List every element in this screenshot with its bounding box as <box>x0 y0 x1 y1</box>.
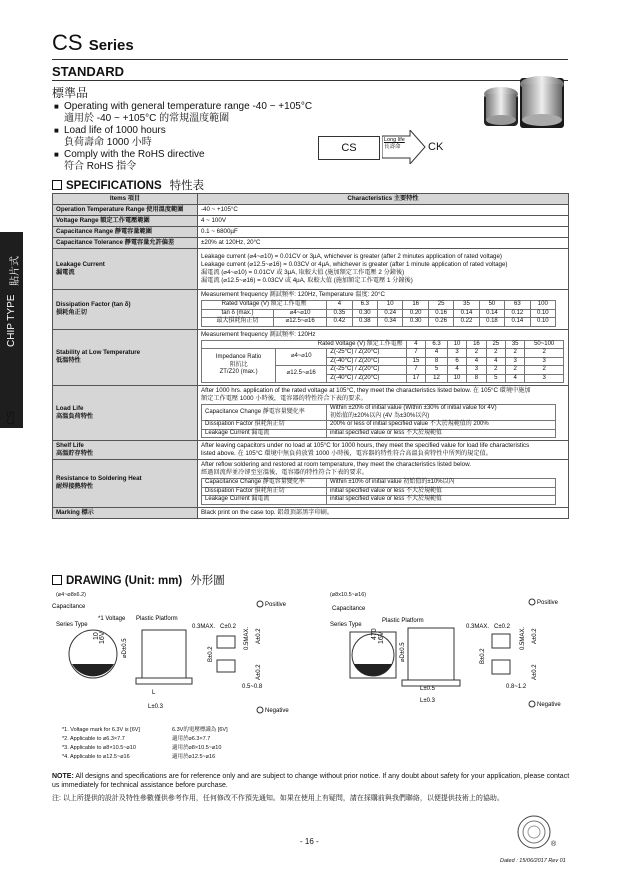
tan-value: 0.10 <box>530 309 555 318</box>
dim-width: 0.5~0.8 <box>242 684 263 690</box>
criteria-key: Leakage Current 漏電流 <box>202 429 327 438</box>
feature-cn: 適用於 -40 ~ +105°C 的常規溫度範圍 <box>64 113 230 124</box>
size-cell: ⌀4~⌀10 <box>274 309 327 318</box>
tan-value: 0.14 <box>505 318 530 327</box>
row-value <box>198 249 569 290</box>
feature-en: Operating with general temperature range -40 ~ +105°C <box>64 101 313 112</box>
imp-value: 2 <box>486 349 505 358</box>
footnote-cn: 適用於⌀8×10.5~⌀10 <box>172 745 222 751</box>
negative-mark-icon <box>72 664 114 676</box>
voltage-cell: 50~100 <box>525 340 564 349</box>
tan-value: 0.24 <box>378 309 403 318</box>
voltage-cell: 16 <box>467 340 486 349</box>
voltage-cell: 63 <box>505 301 530 310</box>
label-series-type: Series Type <box>330 622 362 628</box>
side-tab-series <box>0 395 23 431</box>
leakage-line: 漏電流 (⌀12.5~⌀16) = 0.03CV 或 4µA, 取較大值 (施加額定工作電壓 1 分鐘後) <box>201 277 413 284</box>
row-label <box>53 386 198 441</box>
imp-value: 2 <box>486 366 505 375</box>
voltage-cell: 50 <box>479 301 504 310</box>
dim-b: B±0.2 <box>208 646 214 662</box>
row-value: -40 ~ +105°C <box>198 205 569 216</box>
solder-row <box>53 460 569 508</box>
imp-value: 4 <box>486 357 505 366</box>
row-value: 4 ~ 100V <box>198 216 569 227</box>
volt-mark: 16V <box>99 631 106 644</box>
criteria-value-cn: 初始值的±20%以內 (4V 為±30%以內) <box>330 412 430 419</box>
drawing-left <box>52 598 302 720</box>
note-cn: 以上所提供的設計及特性參數僅供參考作用，任何修改不作預先通知。如果在使用上有疑問，請在採購前與我們聯絡，以便提供技術上的協助。 <box>62 795 504 802</box>
label-cn: 耐焊接熱特性 <box>56 483 94 491</box>
impedance-label <box>202 349 276 383</box>
tan-value: 0.34 <box>378 318 403 327</box>
volt-mark: 16V <box>378 631 385 644</box>
voltage-cell: 25 <box>486 340 505 349</box>
criteria-key: Capacitance Change 靜電容量變化率 <box>202 479 327 488</box>
tan-table <box>201 300 556 327</box>
row-value <box>198 441 569 460</box>
criteria-key: Dissipation Factor 損耗角正切 <box>202 487 327 496</box>
series-word: Series <box>88 37 134 54</box>
imp-value: 10 <box>447 374 466 383</box>
pad-top <box>217 636 235 648</box>
measure-text: Measurement frequency 測試頻率: 120Hz <box>201 330 316 338</box>
cond-cell: Z(-40°C) / Z(20°C) <box>327 374 407 383</box>
measure-text: Measurement frequency 測試頻率: 120Hz, Temperature 溫度: 20°C <box>201 291 385 298</box>
footnote-cn: 6.3V的電壓標識為 [6V] <box>172 727 228 733</box>
dim-d: ⌀D±0.5 <box>122 638 128 658</box>
positive-icon <box>257 601 263 607</box>
row-label <box>53 441 198 460</box>
criteria-key: Dissipation Factor 損耗角正切 <box>202 421 327 430</box>
size-cell: ⌀12.5~⌀16 <box>274 318 327 327</box>
imp-value: 4 <box>426 349 448 358</box>
label-en: Stability at Low Temperature <box>56 349 141 357</box>
note-label: NOTE: <box>52 773 74 780</box>
feature-list <box>54 101 314 173</box>
label-en: Dissipation Factor (tan δ) <box>56 301 131 309</box>
label-cn: 低溫特性 <box>56 357 81 365</box>
note-en: All designs and specifications are for reference only and are subject to change without prior notice. If any doubt about safety for your application, please contact us immediately for technical assistance before purchase. <box>52 773 570 789</box>
imp-label-1: Impedance Ratio <box>215 354 262 361</box>
spec-title-cn: 特性表 <box>169 180 205 192</box>
dim-a-bottom: A±0.2 <box>256 664 262 680</box>
label-cn: 高溫貯存特性 <box>56 450 94 457</box>
row-value <box>198 386 569 441</box>
criteria-key: Leakage Current 漏電流 <box>202 496 327 505</box>
tan-value: 0.16 <box>428 309 453 318</box>
title-rule <box>52 59 568 60</box>
imp-value: 6 <box>447 357 466 366</box>
rated-voltage-label: Rated Voltage (V) 額定工作電壓 <box>202 340 407 349</box>
table-row <box>53 216 569 227</box>
imp-value: 8 <box>467 374 486 383</box>
imp-value: 5 <box>426 366 448 375</box>
impedance-table <box>201 340 564 384</box>
voltage-cell: 25 <box>428 301 453 310</box>
drawing-section-title <box>52 572 225 588</box>
cond-cell: Z(-40°C) / Z(20°C) <box>327 357 407 366</box>
footnote-en: *3. Applicable to ⌀8×10.5~⌀10 <box>62 745 136 751</box>
voltage-cell: 10 <box>447 340 466 349</box>
criteria-key: Capacitance Change 靜電容量變化率 <box>202 405 327 421</box>
footnote-en: *4. Applicable to ⌀12.5~⌀16 <box>62 754 130 760</box>
imp-value: 4 <box>506 374 525 383</box>
voltage-cell: 6.3 <box>426 340 448 349</box>
standard-label: STANDARD <box>52 64 124 79</box>
criteria-value: initial specified value or less 不大於規範值 <box>327 496 556 505</box>
feature-en: Comply with the RoHS directive <box>64 149 205 160</box>
dim-a-top: A±0.2 <box>256 628 262 644</box>
row-value <box>198 290 569 330</box>
dim-l: L <box>152 690 156 696</box>
row-value: ±20% at 120Hz, 20°C <box>198 238 569 249</box>
label-cn: 損耗角正切 <box>56 309 87 317</box>
imp-value: 8 <box>426 357 448 366</box>
pad-bottom <box>492 660 510 674</box>
size-cell: ⌀12.5~⌀16 <box>276 366 327 383</box>
coil-logo <box>512 812 560 852</box>
tan-value: 0.38 <box>352 318 377 327</box>
row-label: Voltage Range 額定工作電壓範圍 <box>53 216 198 227</box>
pad-top <box>492 634 510 648</box>
leakage-line: Leakage current (⌀12.5~⌀16) = 0.03CV or 4µA, whichever is greater (after 1 minute application of rated voltage) <box>201 261 508 268</box>
dim-c: C±0.2 <box>494 624 510 630</box>
voltage-cell: 10 <box>378 301 403 310</box>
imp-value: 7 <box>406 349 425 358</box>
drawing-left-note: (⌀4~⌀8x6.2) <box>56 592 87 598</box>
label-en: Shelf Life <box>56 442 84 449</box>
leakage-line: Leakage current (⌀4~⌀10) = 0.01CV or 3µA, whichever is greater (after 2 minutes application of rated voltage) <box>201 253 502 260</box>
label-plastic: Plastic Platform <box>136 616 178 622</box>
cap-code-mark: 470 <box>371 628 378 640</box>
voltage-cell: 16 <box>403 301 428 310</box>
criteria-value: Within ±10% of initial value 初始值的±10%以內 <box>327 479 556 488</box>
positive-icon <box>529 599 535 605</box>
imp-value: 5 <box>486 374 505 383</box>
imp-value: 3 <box>506 357 525 366</box>
plastic-platform <box>136 678 192 684</box>
label-cn: 高溫負荷特性 <box>56 413 94 420</box>
footnote-en: *2. Applicable to ⌀6.3×7.7 <box>62 736 125 742</box>
negative-icon <box>529 701 535 707</box>
shelf-life-row <box>53 441 569 460</box>
label-negative: Negative <box>537 702 561 708</box>
leakage-row <box>53 249 569 290</box>
pad-bottom <box>217 660 235 672</box>
drawing-right-note: (⌀8x10.5~⌀16) <box>330 592 367 598</box>
row-label <box>53 290 198 330</box>
voltage-cell: 35 <box>454 301 479 310</box>
table-row <box>53 238 569 249</box>
dated-text: Dated : 15/06/2017 Rev 01 <box>500 858 566 864</box>
cond-cell: Z(-25°C) / Z(20°C) <box>327 349 407 358</box>
label-capacitance: Capacitance <box>332 606 366 612</box>
label-en: Leakage Current <box>56 261 105 268</box>
checkbox-icon <box>52 180 62 190</box>
imp-value: 7 <box>406 366 425 375</box>
criteria-value: 200% or less of initial specified value 不大於規範值的 200% <box>327 421 556 430</box>
imp-value: 2 <box>506 349 525 358</box>
row-value <box>198 460 569 508</box>
label-negative: Negative <box>265 708 289 714</box>
row-label: Capacitance Tolerance 靜電容量允許偏差 <box>53 238 198 249</box>
voltage-cell: 4 <box>406 340 425 349</box>
spec-table <box>52 193 569 519</box>
label-positive: Positive <box>537 600 559 606</box>
arrow-en: Long life <box>384 137 405 143</box>
voltage-cell: 6.3 <box>352 301 377 310</box>
cap-code-mark: 10 <box>93 632 100 640</box>
voltage-cell: 4 <box>327 301 352 310</box>
dim-05max: 0.5MAX. <box>520 626 526 650</box>
dim-width: 0.8~1.2 <box>506 684 527 690</box>
imp-value: 4 <box>467 357 486 366</box>
imp-value: 2 <box>525 349 564 358</box>
drawing-title: DRAWING (Unit: mm) <box>66 575 183 587</box>
solder-text: 經過回流焊並冷卻至室溫後，電容器的特性符合下表的要求。 <box>201 469 369 476</box>
row-value: 0.1 ~ 6800µF <box>198 227 569 238</box>
imp-value: 17 <box>406 374 425 383</box>
label-cn: 漏電流 <box>56 269 75 276</box>
footnote-cn: 適用於⌀6.3×7.7 <box>172 736 211 742</box>
table-row <box>53 227 569 238</box>
tan-value: 0.10 <box>530 318 555 327</box>
footnotes-en <box>62 726 140 762</box>
label-voltage: *1 Voltage <box>98 616 126 622</box>
label-plastic: Plastic Platform <box>382 618 424 624</box>
feature-cn: 符合 RoHS 指令 <box>64 161 137 172</box>
row-label: Capacitance Range 靜電容量範圍 <box>53 227 198 238</box>
side-tab-chip-cn: 貼片式 <box>10 256 21 286</box>
dim-b: B±0.2 <box>480 648 486 664</box>
shelf-text: listed above. 在 105°C 環境中無負荷放置 1000 小時後，電容器的特性符合高溫負荷特性中所列的規定值。 <box>201 450 492 457</box>
label-en: Load Life <box>56 405 84 412</box>
voltage-cell: 35 <box>506 340 525 349</box>
arrow-cn: 長壽命 <box>384 144 401 150</box>
imp-label-3: ZT/Z20 (max.) <box>219 369 258 376</box>
imp-value: 2 <box>467 349 486 358</box>
dim-d: ⌀D±0.5 <box>400 642 406 662</box>
tan-value: 0.12 <box>505 309 530 318</box>
dim-a-top: A±0.2 <box>532 628 538 644</box>
criteria-value: initial specified value or less 不大於規範值 <box>327 429 556 438</box>
footnote-cn: 適用於⌀12.5~⌀16 <box>172 754 216 760</box>
row-label <box>53 460 198 508</box>
imp-value: 3 <box>525 374 564 383</box>
tan-value: 0.30 <box>352 309 377 318</box>
label-series-type: Series Type <box>56 622 88 628</box>
imp-value: 15 <box>406 357 425 366</box>
criteria-value: initial specified value or less 不大於規範值 <box>327 487 556 496</box>
tan-value: 0.22 <box>454 318 479 327</box>
dim-03max: 0.3MAX. <box>192 624 216 630</box>
rated-voltage-label: Rated Voltage (V) 額定工作電壓 <box>202 301 327 310</box>
checkbox-icon <box>52 575 62 585</box>
load-life-table <box>201 404 556 438</box>
label-capacitance: Capacitance <box>52 604 86 610</box>
imp-value: 3 <box>467 366 486 375</box>
footnotes-cn <box>172 726 228 762</box>
dim-l03: L±0.3 <box>148 704 163 710</box>
criteria-value-en: Within ±20% of initial value (Within ±30% of initial value for 4V) <box>330 405 497 411</box>
row-label <box>53 249 198 290</box>
row-value <box>198 329 569 386</box>
bullet-icon: ■ <box>54 150 59 159</box>
tan-value: 0.30 <box>403 318 428 327</box>
footer-note <box>52 772 572 803</box>
dim-l03: L±0.3 <box>420 698 435 704</box>
lineage-to: CK <box>428 141 444 153</box>
imp-value: 3 <box>525 357 564 366</box>
tan-value: 0.42 <box>327 318 352 327</box>
capacitor-photo <box>476 76 572 138</box>
tan-value: 0.20 <box>403 309 428 318</box>
imp-value: 2 <box>506 366 525 375</box>
solder-text: After reflow soldering and restored at room temperature, they meet the characteristics listed below. <box>201 461 471 468</box>
imp-label-2: 阻抗比 <box>229 361 248 368</box>
feature-en: Load life of 1000 hours <box>64 125 166 136</box>
spec-section-title <box>52 177 204 193</box>
tan-value: 0.18 <box>479 318 504 327</box>
series-title <box>52 30 134 59</box>
drawing-right <box>330 598 570 720</box>
negative-icon <box>257 707 263 713</box>
size-cell: ⌀4~⌀10 <box>276 349 327 366</box>
series-code: CS <box>52 30 83 55</box>
load-text: 額定工作電壓 1000 小時後，電容器的特性符合下表的要求。 <box>201 395 367 402</box>
header-items: Items 項目 <box>53 194 198 205</box>
row-label <box>53 329 198 386</box>
dim-l: L±0.5 <box>420 686 435 692</box>
header-characteristics: Characteristics 主要特性 <box>198 194 569 205</box>
dissipation-row <box>53 290 569 330</box>
low-temp-row <box>53 329 569 386</box>
standard-cn: 標準品 <box>52 86 89 100</box>
load-life-row <box>53 386 569 441</box>
criteria-value <box>327 405 556 421</box>
imp-value: 3 <box>447 349 466 358</box>
cap-side-view <box>142 630 186 678</box>
dim-a-bottom: A±0.2 <box>532 664 538 680</box>
label-en: Resistance to Soldering Heat <box>56 475 142 483</box>
lineage-from: CS <box>318 136 380 160</box>
leakage-line: 漏電流 (⌀4~⌀10) = 0.01CV 或 3µA, 取較大值 (施加額定工作電壓 2 分鐘後) <box>201 269 405 276</box>
table-header-row <box>53 194 569 205</box>
spec-title: SPECIFICATIONS <box>66 180 162 192</box>
dim-c: C±0.2 <box>220 624 236 630</box>
label-positive: Positive <box>265 602 287 608</box>
cap-side-view <box>408 628 454 680</box>
lineage-arrow-label <box>384 137 405 151</box>
tan-label: tan δ (max.) <box>202 309 274 318</box>
tan-value: 0.26 <box>428 318 453 327</box>
tan-value: 0.14 <box>479 309 504 318</box>
load-text: After 1000 hrs. application of the rated voltage at 105°C, they meet the characteristics listed below. 在 105°C 環境中施加 <box>201 387 531 394</box>
note-cn-label: 注: <box>52 795 61 802</box>
dim-05max: 0.5MAX. <box>244 626 250 650</box>
feature-cn: 負荷壽命 1000 小時 <box>64 137 152 148</box>
side-tab-chip: CHIP TYPE <box>6 294 17 347</box>
svg-text:®: ® <box>551 841 557 848</box>
page-number: - 16 - <box>300 837 319 846</box>
tan-value: 0.14 <box>454 309 479 318</box>
row-label: Operation Temperature Range 使用溫度範圍 <box>53 205 198 216</box>
solder-table <box>201 478 556 505</box>
row-value: Black print on the case top. 鋁殼頂部黑字印刷。 <box>198 507 569 518</box>
side-tab-series-text: CS <box>6 411 17 425</box>
bullet-icon: ■ <box>54 126 59 135</box>
imp-value: 12 <box>426 374 448 383</box>
imp-value: 2 <box>525 366 564 375</box>
imp-value: 4 <box>447 366 466 375</box>
tan-label-cn: 最大損耗角正切 <box>202 318 274 327</box>
tan-value: 0.35 <box>327 309 352 318</box>
marking-row <box>53 507 569 518</box>
table-row <box>53 205 569 216</box>
cond-cell: Z(-25°C) / Z(20°C) <box>327 366 407 375</box>
dim-03max: 0.3MAX. <box>466 624 490 630</box>
footnote-en: *1. Voltage mark for 6.3V is [6V] <box>62 727 140 733</box>
voltage-cell: 100 <box>530 301 555 310</box>
drawing-title-cn: 外形圖 <box>190 575 225 587</box>
bullet-icon: ■ <box>54 102 59 111</box>
row-label: Marking 標示 <box>53 507 198 518</box>
shelf-text: After leaving capacitors under no load at 105°C for 1000 hours, they meet the specified value for load life characteristics <box>201 442 530 449</box>
